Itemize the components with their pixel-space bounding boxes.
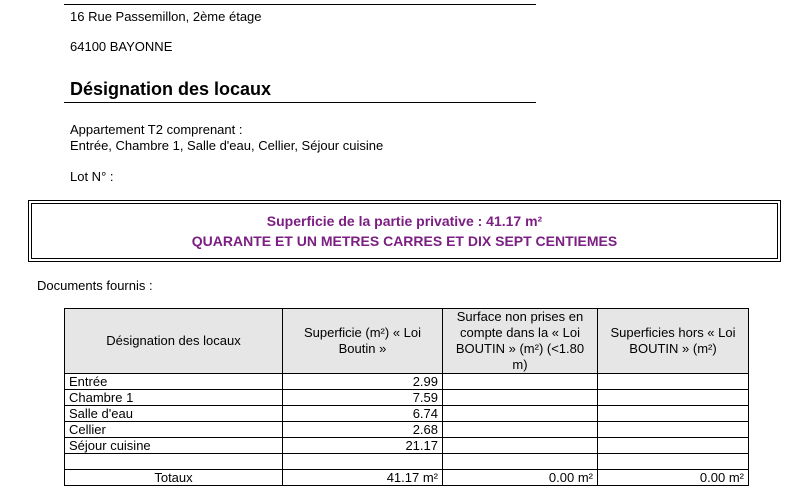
table-row: [65, 438, 749, 454]
row-non-prises: [443, 422, 598, 438]
row-name: Séjour cuisine: [65, 438, 283, 454]
row-name: Cellier: [65, 422, 283, 438]
row-hors: [598, 422, 749, 438]
surface-summary-box: [28, 200, 781, 262]
header-non-prises: Surface non prises en compte dans la « Loi BOUTIN » (m²) (<1.80 m): [443, 309, 598, 374]
row-superficie: 7.59: [283, 390, 443, 406]
totals-row: [65, 470, 749, 486]
surface-summary-inner: [31, 203, 778, 259]
surface-total-words: QUARANTE ET UN METRES CARRES ET DIX SEPT CENTIEMES: [191, 233, 618, 249]
row-name: Chambre 1: [65, 390, 283, 406]
row-name: Salle d'eau: [65, 406, 283, 422]
section-title: Désignation des locaux: [70, 79, 272, 99]
address-city: 64100 BAYONNE: [70, 39, 173, 54]
totals-superficie: 41.17 m²: [283, 470, 443, 486]
header-designation: Désignation des locaux: [65, 309, 283, 374]
row-hors: [598, 454, 749, 470]
surface-table: [64, 308, 749, 486]
row-hors: [598, 374, 749, 390]
table-row: [65, 390, 749, 406]
table-header-row: [65, 309, 749, 374]
row-superficie: 2.99: [283, 374, 443, 390]
row-superficie: [283, 454, 443, 470]
row-superficie: 21.17: [283, 438, 443, 454]
totals-hors: 0.00 m²: [598, 470, 749, 486]
row-non-prises: [443, 374, 598, 390]
documents-label: Documents fournis :: [37, 278, 153, 293]
row-hors: [598, 438, 749, 454]
row-superficie: 2.68: [283, 422, 443, 438]
row-hors: [598, 390, 749, 406]
description-line-1: Appartement T2 comprenant :: [70, 122, 243, 137]
header-hors-boutin: Superficies hors « Loi BOUTIN » (m²): [598, 309, 749, 374]
row-name: [65, 454, 283, 470]
table-row-empty: [65, 454, 749, 470]
top-rule: [64, 4, 536, 5]
address-street: 16 Rue Passemillon, 2ème étage: [70, 9, 262, 24]
section-rule: [64, 102, 536, 103]
table-row: [65, 406, 749, 422]
table-row: [65, 374, 749, 390]
row-hors: [598, 406, 749, 422]
row-non-prises: [443, 438, 598, 454]
totals-non-prises: 0.00 m²: [443, 470, 598, 486]
header-superficie: Superficie (m²) « Loi Boutin »: [283, 309, 443, 374]
surface-total-line: Superficie de la partie privative : 41.17 m²: [266, 213, 543, 229]
description-line-2: Entrée, Chambre 1, Salle d'eau, Cellier, Séjour cuisine: [70, 138, 384, 153]
lot-number: Lot N° :: [70, 169, 114, 184]
table-row: [65, 422, 749, 438]
row-non-prises: [443, 454, 598, 470]
row-non-prises: [443, 406, 598, 422]
totals-label: Totaux: [65, 470, 283, 486]
row-name: Entrée: [65, 374, 283, 390]
row-superficie: 6.74: [283, 406, 443, 422]
row-non-prises: [443, 390, 598, 406]
